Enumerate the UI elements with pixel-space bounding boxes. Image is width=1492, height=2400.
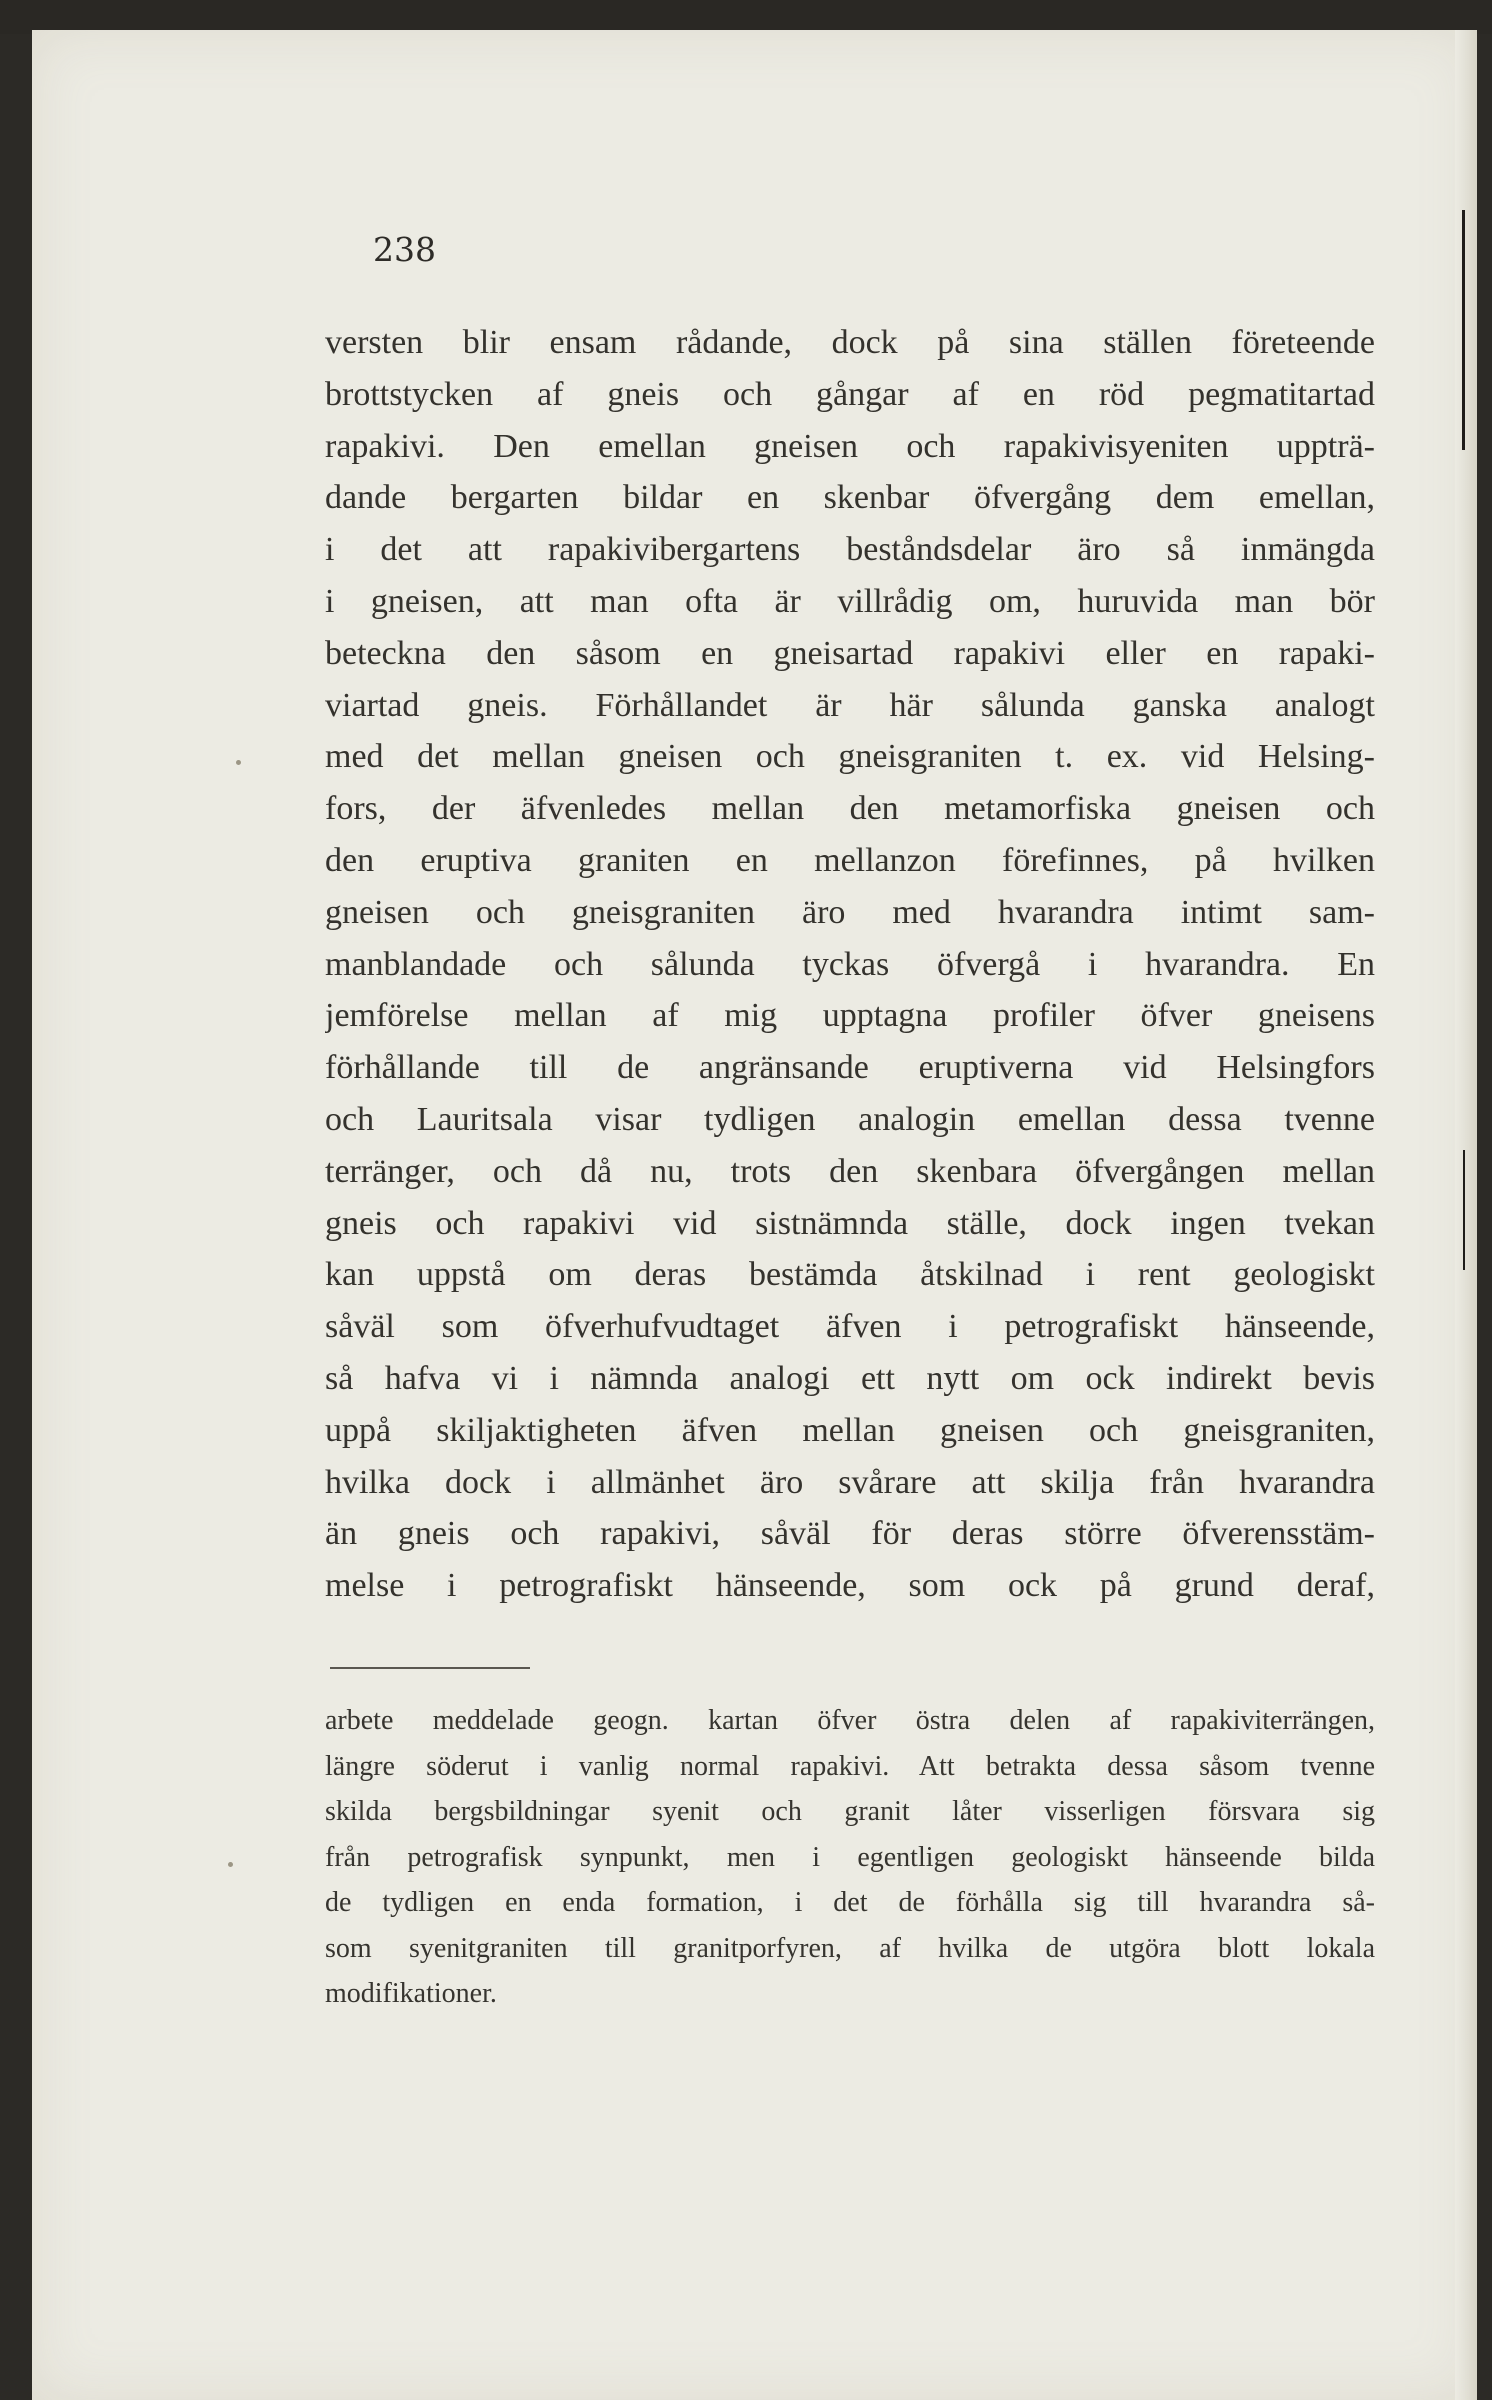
footnote-line: från petrografisk synpunkt, men i egentligen geologiskt hänseende bilda bbox=[325, 1841, 1375, 1873]
footnote-text bbox=[325, 1698, 1375, 2017]
print-speck bbox=[236, 760, 241, 765]
text-line: jemförelse mellan af mig upptagna profiler öfver gneisens bbox=[325, 997, 1375, 1035]
text-line: så hafva vi i nämnda analogi ett nytt om ock indirekt bevis bbox=[325, 1359, 1375, 1397]
page-number: 238 bbox=[373, 230, 436, 269]
footnote-line: skilda bergsbildningar syenit och granit låter visserligen försvara sig bbox=[325, 1796, 1375, 1827]
body-text bbox=[325, 317, 1375, 1612]
text-line: gneis och rapakivi vid sistnämnda ställe, dock ingen tvekan bbox=[325, 1204, 1375, 1242]
text-line: fors, der äfvenledes mellan den metamorfiska gneisen och bbox=[325, 790, 1375, 828]
footnote-line: de tydligen en enda formation, i det de förhålla sig till hvarandra så- bbox=[325, 1887, 1375, 1918]
text-line: uppå skiljaktigheten äfven mellan gneisen och gneisgraniten, bbox=[325, 1411, 1375, 1449]
print-speck bbox=[228, 1862, 233, 1867]
footnote-line: som syenitgraniten till granitporfyren, af hvilka de utgöra blott lokala bbox=[325, 1932, 1375, 1964]
text-line: versten blir ensam rådande, dock på sina ställen företeende bbox=[325, 324, 1375, 361]
text-line: rapakivi. Den emellan gneisen och rapakivisyeniten uppträ- bbox=[325, 427, 1375, 465]
text-line: i det att rapakivibergartens beståndsdelar äro så inmängda bbox=[325, 531, 1375, 569]
text-line: och Lauritsala visar tydligen analogin emellan dessa tvenne bbox=[325, 1100, 1375, 1138]
edge-shadow-mark bbox=[1463, 1150, 1465, 1270]
footnote-line: längre söderut i vanlig normal rapakivi. Att betrakta dessa såsom tvenne bbox=[325, 1750, 1375, 1782]
text-line: än gneis och rapakivi, såväl för deras större öfverensstäm- bbox=[325, 1515, 1375, 1553]
footnote-line: modifikationer. bbox=[325, 1978, 497, 2009]
edge-shadow-mark bbox=[1462, 210, 1465, 450]
footnote-rule bbox=[330, 1667, 530, 1669]
text-line: i gneisen, att man ofta är villrådig om, huruvida man bör bbox=[325, 582, 1375, 620]
text-line: terränger, och då nu, trots den skenbara öfvergången mellan bbox=[325, 1152, 1375, 1190]
text-line: kan uppstå om deras bestämda åtskilnad i rent geologiskt bbox=[325, 1256, 1375, 1294]
text-line: brottstycken af gneis och gångar af en röd pegmatitartad bbox=[325, 375, 1375, 413]
text-line: viartad gneis. Förhållandet är här sålunda ganska analogt bbox=[325, 686, 1375, 724]
text-line: såväl som öfverhufvudtaget äfven i petrografiskt hänseende, bbox=[325, 1308, 1375, 1346]
text-line: med det mellan gneisen och gneisgraniten t. ex. vid Helsing- bbox=[325, 738, 1375, 776]
page-edge bbox=[1455, 30, 1477, 2400]
scan-background-top bbox=[0, 0, 1492, 34]
text-line: manblandade och sålunda tyckas öfvergå i hvarandra. En bbox=[325, 945, 1375, 983]
text-line: den eruptiva graniten en mellanzon förefinnes, på hvilken bbox=[325, 841, 1375, 879]
text-line: gneisen och gneisgraniten äro med hvarandra intimt sam- bbox=[325, 893, 1375, 931]
text-line: melse i petrografiskt hänseende, som ock på grund deraf, bbox=[325, 1567, 1375, 1605]
text-line: förhållande till de angränsande eruptiverna vid Helsingfors bbox=[325, 1049, 1375, 1087]
text-line: dande bergarten bildar en skenbar öfvergång dem emellan, bbox=[325, 479, 1375, 517]
text-line: beteckna den såsom en gneisartad rapakivi eller en rapaki- bbox=[325, 634, 1375, 672]
footnote-line: arbete meddelade geogn. kartan öfver östra delen af rapakiviterrängen, bbox=[325, 1705, 1375, 1736]
text-line: hvilka dock i allmänhet äro svårare att skilja från hvarandra bbox=[325, 1463, 1375, 1501]
